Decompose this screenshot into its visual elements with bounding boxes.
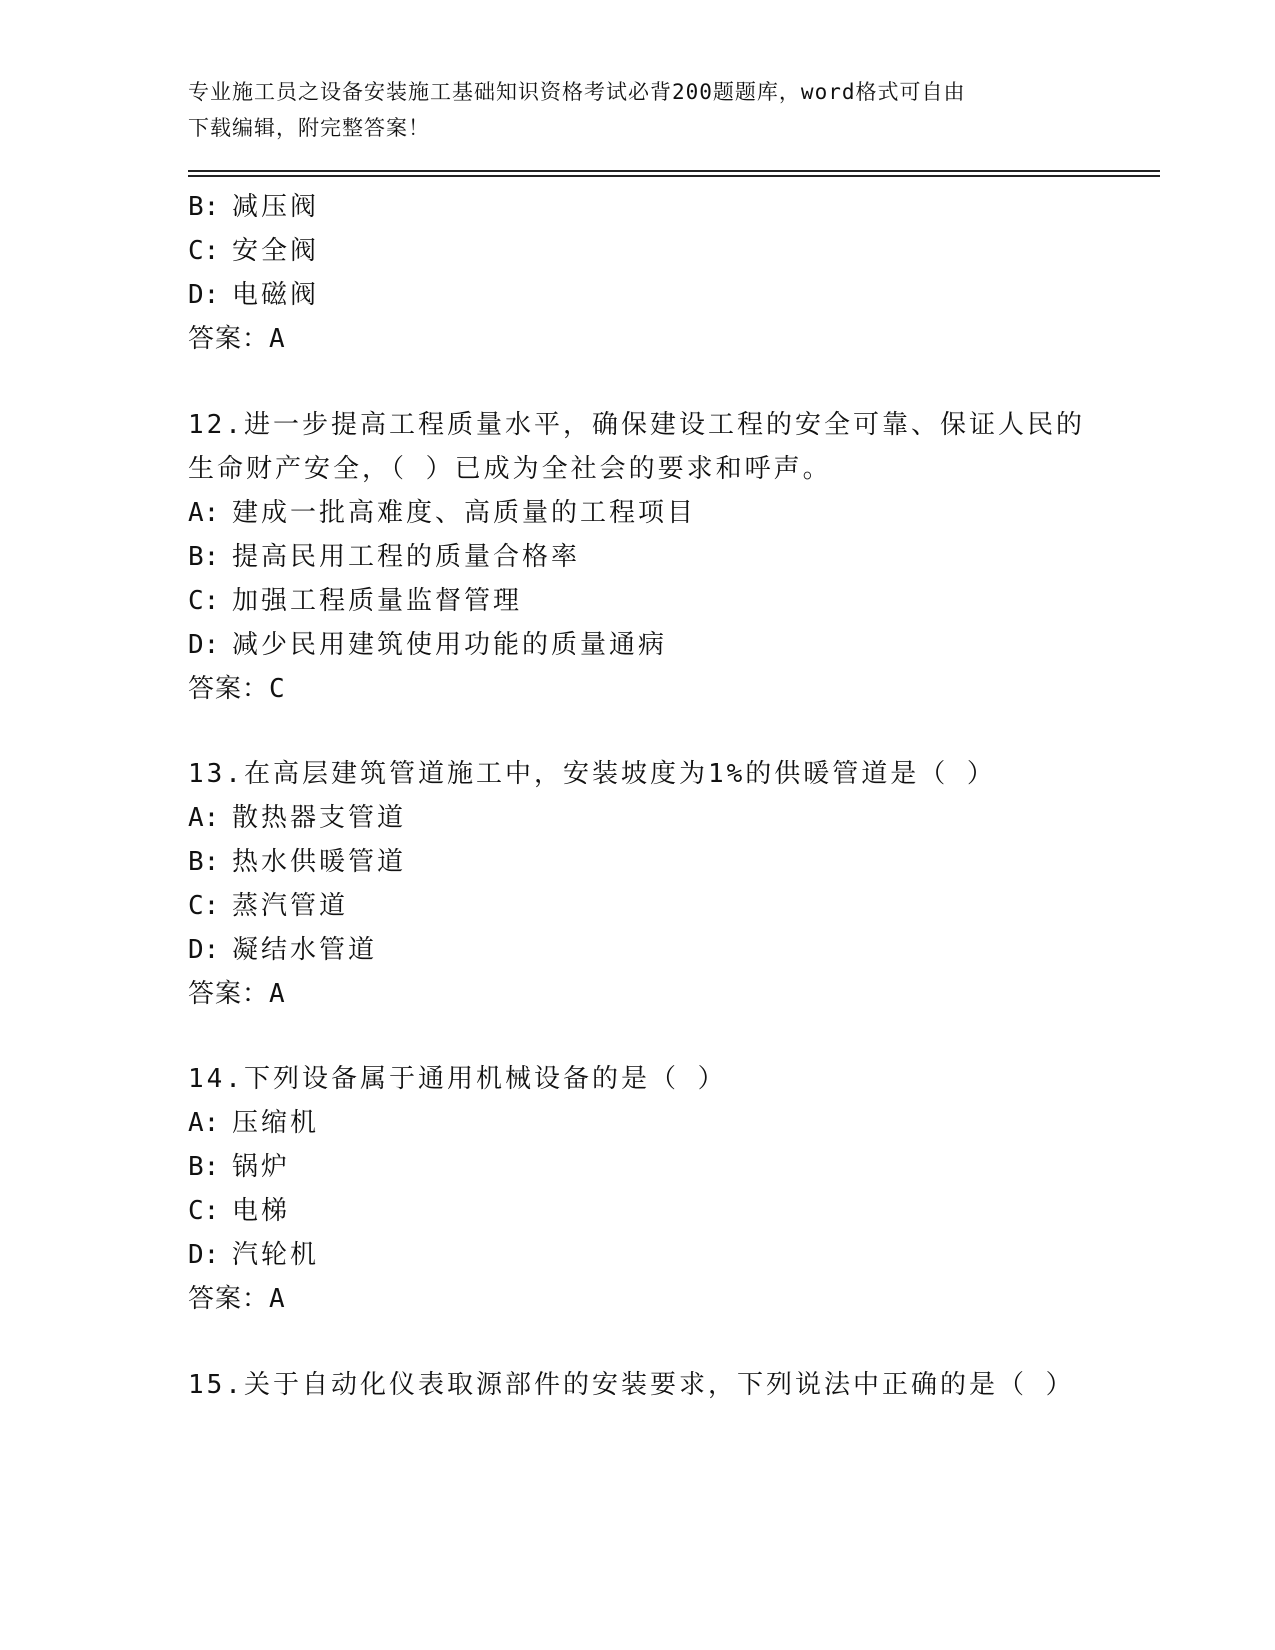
option-label: A: bbox=[188, 1108, 220, 1138]
option-label: D: bbox=[188, 630, 220, 660]
option-label: D: bbox=[188, 1240, 220, 1270]
q13-option-b bbox=[188, 845, 406, 879]
q14-option-a bbox=[188, 1106, 319, 1140]
q14-option-b bbox=[188, 1150, 290, 1184]
option-label: B: bbox=[188, 847, 220, 877]
option-text: 锅炉 bbox=[232, 1152, 291, 1182]
q13-option-a bbox=[188, 801, 406, 835]
option-label: C: bbox=[188, 586, 220, 616]
option-text: 凝结水管道 bbox=[232, 935, 378, 965]
option-text: 减少民用建筑使用功能的质量通病 bbox=[232, 630, 668, 660]
option-label: A: bbox=[188, 803, 220, 833]
q12-option-c bbox=[188, 584, 522, 618]
q14-answer: 答案：A bbox=[188, 1284, 286, 1314]
option-label: C: bbox=[188, 891, 220, 921]
option-text: 建成一批高难度、高质量的工程项目 bbox=[232, 498, 697, 528]
q11-option-d bbox=[188, 278, 319, 312]
option-text: 安全阀 bbox=[232, 236, 320, 266]
option-label: C: bbox=[188, 1196, 220, 1226]
header-rule-bottom bbox=[188, 175, 1160, 177]
header-line-2: 下载编辑，附完整答案！ bbox=[188, 116, 430, 140]
q12-question-line-1: 12.进一步提高工程质量水平，确保建设工程的安全可靠、保证人民的 bbox=[188, 410, 1085, 440]
q12-answer: 答案：C bbox=[188, 674, 286, 704]
q13-option-c bbox=[188, 889, 348, 923]
option-text: 压缩机 bbox=[232, 1108, 320, 1138]
option-text: 加强工程质量监督管理 bbox=[232, 586, 523, 616]
option-label: C: bbox=[188, 236, 220, 266]
q14-option-d bbox=[188, 1238, 319, 1272]
option-text: 散热器支管道 bbox=[232, 803, 407, 833]
option-text: 减压阀 bbox=[232, 192, 320, 222]
q12-question-line-2: 生命财产安全，（ ）已成为全社会的要求和呼声。 bbox=[188, 454, 832, 484]
option-text: 电梯 bbox=[232, 1196, 291, 1226]
q11-answer: 答案：A bbox=[188, 324, 286, 354]
q13-question-line-1: 13.在高层建筑管道施工中，安装坡度为1%的供暖管道是（ ） bbox=[188, 759, 996, 789]
option-label: D: bbox=[188, 280, 220, 310]
header-rule-top bbox=[188, 170, 1160, 172]
option-text: 电磁阀 bbox=[232, 280, 320, 310]
option-text: 蒸汽管道 bbox=[232, 891, 349, 921]
option-text: 汽轮机 bbox=[232, 1240, 320, 1270]
q15-question-line-1: 15.关于自动化仪表取源部件的安装要求，下列说法中正确的是（ ） bbox=[188, 1370, 1075, 1400]
q13-option-d bbox=[188, 933, 377, 967]
document-header bbox=[188, 74, 1088, 146]
q12-option-b bbox=[188, 540, 580, 574]
option-label: A: bbox=[188, 498, 220, 528]
header-line-1: 专业施工员之设备安装施工基础知识资格考试必背200题题库，word格式可自由 bbox=[188, 80, 966, 104]
q14-question-line-1: 14.下列设备属于通用机械设备的是（ ） bbox=[188, 1064, 727, 1094]
option-text: 提高民用工程的质量合格率 bbox=[232, 542, 581, 572]
q11-option-c bbox=[188, 234, 319, 268]
q12-option-a bbox=[188, 496, 696, 530]
option-label: B: bbox=[188, 1152, 220, 1182]
option-label: D: bbox=[188, 935, 220, 965]
q13-answer: 答案：A bbox=[188, 979, 286, 1009]
q11-option-b bbox=[188, 190, 319, 224]
option-label: B: bbox=[188, 192, 220, 222]
q12-option-d bbox=[188, 628, 667, 662]
option-label: B: bbox=[188, 542, 220, 572]
option-text: 热水供暖管道 bbox=[232, 847, 407, 877]
q14-option-c bbox=[188, 1194, 290, 1228]
